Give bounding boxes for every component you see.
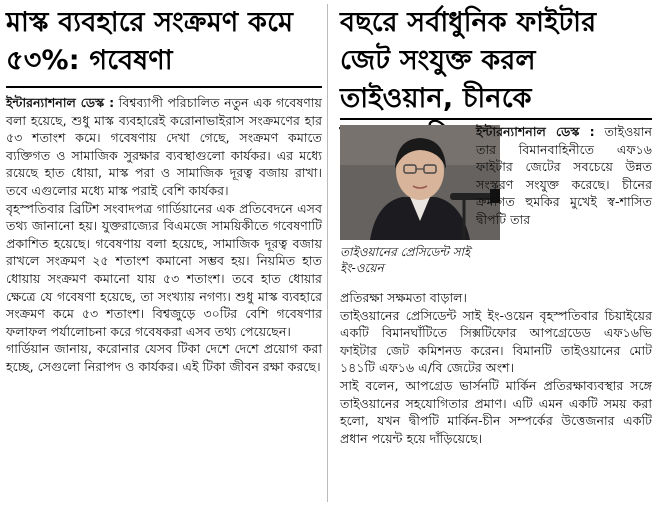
- right-article-body: [340, 289, 652, 447]
- headline-rule: [340, 118, 652, 120]
- left-paragraph-2: বৃহস্পতিবার ব্রিটিশ সংবাদপত্র গার্ডিয়ানের এক প্রতিবেদনে এসব তথ্য জানানো হয়। যুক্তরাজ্যের বিএমজে সাময়িকীতে গবেষণাটি প্রকাশিত হয়েছে। গবেষণায় বলা হয়েছে, সামাজিক দূরত্ব বজায় রাখলে সংক্রমণ ২৫ শতাংশ কমানো সম্ভব হয়। নিয়মিত হাত ধোয়ায় সংক্রমণ কমানো যায় ৫৩ শতাংশ। তবে হাত ধোয়ার ক্ষেত্রে যে গবেষণা হয়েছে, তা সংখ্যায় নগণ্য। শুধু মাস্ক ব্যবহারে সংক্রমণ কমে ৫৩ শতাংশ। বিশ্বজুড়ে ৩০টির বেশি গবেষণার ফলাফল পর্যালোচনা করে গবেষকরা এসব তথ্য পেয়েছেন।: [6, 200, 322, 339]
- paragraph-text: তাইওয়ান তার বিমানবাহিনীতে এফ১৬ ফাইটার জেটের সবচেয়ে উন্নত সংস্করণ সংযুক্ত করেছে। চীনের ক্রমাগত হুমকির মুখেই স্ব-শাসিত দ্বীপটি তার: [476, 124, 652, 227]
- right-paragraph-1: [476, 123, 652, 229]
- left-paragraph-1: [6, 94, 322, 200]
- dateline: ইন্টারন্যাশনাল ডেস্ক :: [6, 95, 115, 110]
- right-headline: বছরে সর্বাধুনিক ফাইটার জেট সংযুক্ত করল তাইওয়ান, চীনকে: [340, 7, 597, 114]
- left-headline: মাস্ক ব্যবহারে সংক্রমণ কমে ৫৩%: গবেষণা: [6, 7, 294, 76]
- right-paragraph-4: সাই বলেন, আপগ্রেড ভার্সনটি মার্কিন প্রতিরক্ষাব্যবস্থার সঙ্গে তাইওয়ানের সহযোগিতার প্রমাণ। এটি এমন একটি সময় করা হলো, যখন দ্বীপটি মার্কিন-চীন সম্পর্কের উত্তেজনার একটি প্রধান পয়েন্ট হয়ে দাঁড়িয়েছে।: [340, 377, 652, 446]
- left-article-body: [6, 94, 322, 376]
- headline-rule: [6, 86, 322, 88]
- right-paragraph-3: তাইওয়ানের প্রেসিডেন্ট সাই ইং-ওয়েন বৃহস্পতিবার চিয়াইয়ের একটি বিমানঘাঁটিতে সিক্সটিফোর আপগ্রেডেড এফ১৬ভি ফাইটার জেট কমিশনড করেন। বিমানটি তাইওয়ানের মোট ১৪১টি এফ১৬ এ/বি জেটের অংশ।: [340, 307, 652, 376]
- left-article: [0, 0, 324, 506]
- left-paragraph-3: গার্ডিয়ান জানায়, করোনার যেসব টিকা দেশে দেশে প্রয়োগ করা হচ্ছে, সেগুলো নিরাপদ ও কার্যকর। এই টিকা জীবন রক্ষা করছে।: [6, 341, 322, 374]
- paragraph-text: বিশ্বব্যাপী পরিচালিত নতুন এক গবেষণায় বলা হয়েছে, শুধু মাস্ক ব্যবহারেই করোনাভাইরাস সংক্রমণের হার ৫৩ শতাংশ কমে। গবেষণায় দেখা গেছে, সংক্রমণ কমাতে ব্যক্তিগত ও সামাজিক সুরক্ষার ব্যবস্থাগুলো কার্যকর। এর মধ্যে রয়েছে হাত ধোয়া, মাস্ক পরা ও সামাজিক দূরত্ব বজায় রাখা। তবে এগুলোর মধ্যে মাস্ক পরাই বেশি কার্যকর।: [6, 95, 322, 198]
- dateline: ইন্টারন্যাশনাল ডেস্ক :: [476, 124, 595, 139]
- right-article-body-top: [476, 123, 652, 229]
- column-divider: [327, 4, 328, 502]
- right-paragraph-2: প্রতিরক্ষা সক্ষমতা বাড়াল।: [340, 290, 468, 305]
- photo-caption: তাইওয়ানের প্রেসিডেন্ট সাই ইং-ওয়েন: [340, 245, 471, 275]
- right-article: [332, 0, 654, 506]
